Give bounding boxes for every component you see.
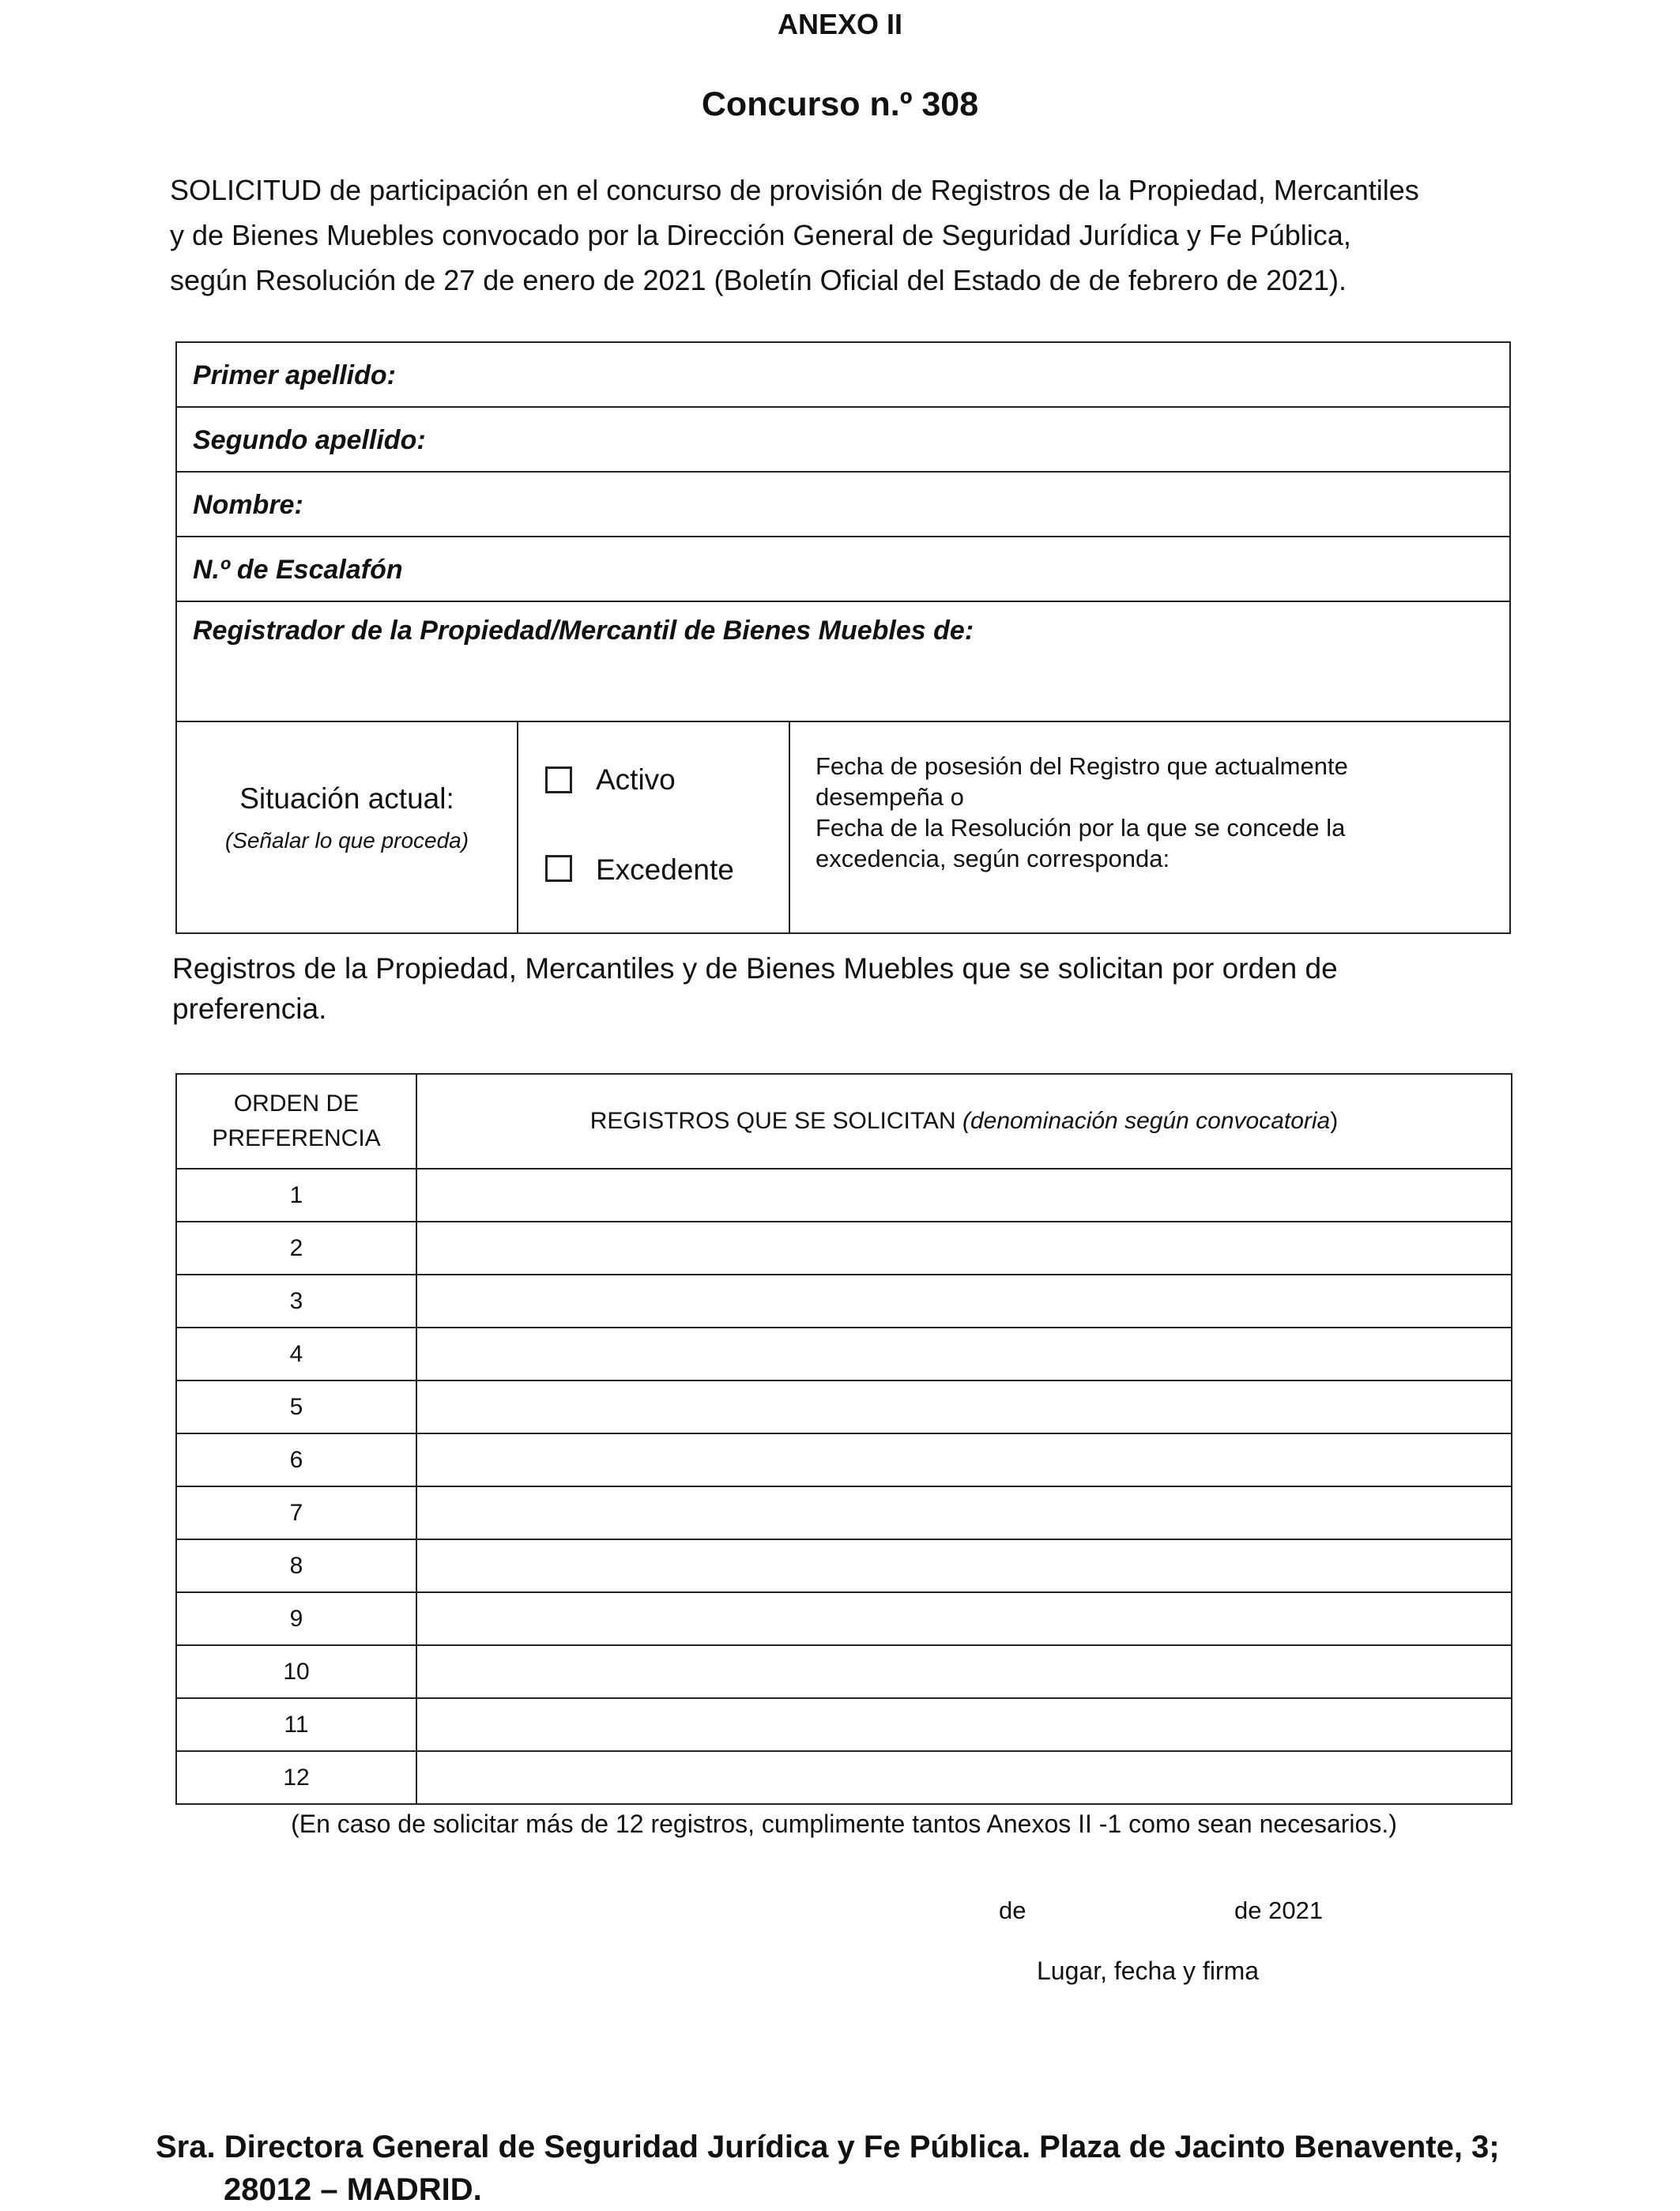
col-registros-header [416,1074,1512,1169]
col-orden-header [176,1074,416,1169]
row-registro-cell[interactable] [416,1698,1512,1751]
checkbox-excedente[interactable] [545,855,572,882]
row-number: 12 [176,1751,416,1804]
checkbox-activo[interactable] [545,767,572,793]
preferencia-intro-line: Registros de la Propiedad, Mercantiles y de Bienes Muebles que se solicitan por orden de [172,952,1338,985]
col-orden-line: ORDEN DE [233,1090,360,1117]
row-number: 4 [176,1328,416,1380]
row-number: 11 [176,1698,416,1751]
row-registro-cell[interactable] [416,1275,1512,1328]
col-orden-line: PREFERENCIA [212,1125,381,1151]
table-row [176,1645,1512,1698]
col-registros-label: REGISTROS QUE SE SOLICITAN [590,1108,962,1134]
table-row [176,1486,1512,1539]
col-registros-close: ) [1330,1108,1339,1134]
situacion-options-cell [517,721,790,934]
table-row [176,1698,1512,1751]
annex-title: ANEXO II [777,8,903,40]
intro-paragraph [170,168,1513,303]
field-registrador[interactable] [175,601,1511,721]
intro-line: y de Bienes Muebles convocado por la Dirección General de Seguridad Jurídica y Fe Pública, [170,219,1351,251]
table-row [176,1380,1512,1433]
footer-line: 28012 – MADRID. [224,2172,482,2207]
row-registro-cell[interactable] [416,1380,1512,1433]
table-row [176,1222,1512,1275]
row-number: 1 [176,1169,416,1222]
fecha-line: excedencia, según corresponda: [816,845,1170,872]
table-row [176,1539,1512,1592]
fecha-text [816,751,1348,874]
option-excedente-label: Excedente [596,853,734,886]
row-number: 3 [176,1275,416,1328]
intro-line: SOLICITUD de participación en el concurso de provisión de Registros de la Propiedad, Mercantiles [170,174,1419,206]
row-number: 8 [176,1539,416,1592]
preferencia-intro [172,948,1338,1029]
field-label: Nombre: [193,490,303,520]
footer-address [156,2126,1500,2211]
row-number: 10 [176,1645,416,1698]
preferencia-table [175,1073,1512,1805]
row-registro-cell[interactable] [416,1433,1512,1486]
concurso-title: Concurso n.º 308 [701,85,979,123]
fecha-line: Fecha de la Resolución por la que se concede la [816,814,1346,842]
table-row [176,1751,1512,1804]
preferencia-intro-line: preferencia. [172,993,327,1025]
situacion-label-cell [175,721,518,934]
situacion-label: Situación actual: [239,782,454,815]
row-registro-cell[interactable] [416,1328,1512,1380]
row-registro-cell[interactable] [416,1486,1512,1539]
fecha-line: Fecha de posesión del Registro que actualmente [816,752,1348,780]
row-registro-cell[interactable] [416,1645,1512,1698]
option-activo-label: Activo [596,763,676,796]
row-number: 5 [176,1380,416,1433]
field-primer-apellido[interactable] [175,341,1511,406]
field-nombre[interactable] [175,471,1511,536]
row-registro-cell[interactable] [416,1592,1512,1645]
field-escalafon[interactable] [175,536,1511,601]
table-row [176,1592,1512,1645]
field-label: Primer apellido: [193,360,396,390]
field-label: Segundo apellido: [193,425,426,455]
table-row [176,1433,1512,1486]
field-label: Registrador de la Propiedad/Mercantil de Bienes Muebles de: [193,616,974,646]
row-registro-cell[interactable] [416,1222,1512,1275]
row-registro-cell[interactable] [416,1169,1512,1222]
field-label: N.º de Escalafón [193,555,403,585]
situacion-hint: (Señalar lo que proceda) [224,828,469,853]
signature-de: de [999,1896,1026,1924]
table-row [176,1169,1512,1222]
field-segundo-apellido[interactable] [175,406,1511,471]
row-number: 7 [176,1486,416,1539]
table-row [176,1275,1512,1328]
situacion-fecha-cell[interactable] [789,721,1511,934]
footer-line: Sra. Directora General de Seguridad Jurídica y Fe Pública. Plaza de Jacinto Benavente, 3; [156,2130,1500,2164]
signature-caption: Lugar, fecha y firma [1037,1957,1260,1985]
row-number: 9 [176,1592,416,1645]
row-registro-cell[interactable] [416,1751,1512,1804]
signature-year: de 2021 [1234,1896,1324,1924]
table-header-row [176,1074,1512,1169]
table-row [176,1328,1512,1380]
intro-line: según Resolución de 27 de enero de 2021 (Boletín Oficial del Estado de de febrero de 2021). [170,264,1347,296]
col-registros-italic: (denominación según convocatoria [962,1108,1331,1134]
row-number: 6 [176,1433,416,1486]
row-number: 2 [176,1222,416,1275]
fecha-line: desempeña o [816,783,964,811]
preferencia-note: (En caso de solicitar más de 12 registros, cumplimente tantos Anexos II -1 como sean necesarios.) [291,1810,1397,1838]
row-registro-cell[interactable] [416,1539,1512,1592]
